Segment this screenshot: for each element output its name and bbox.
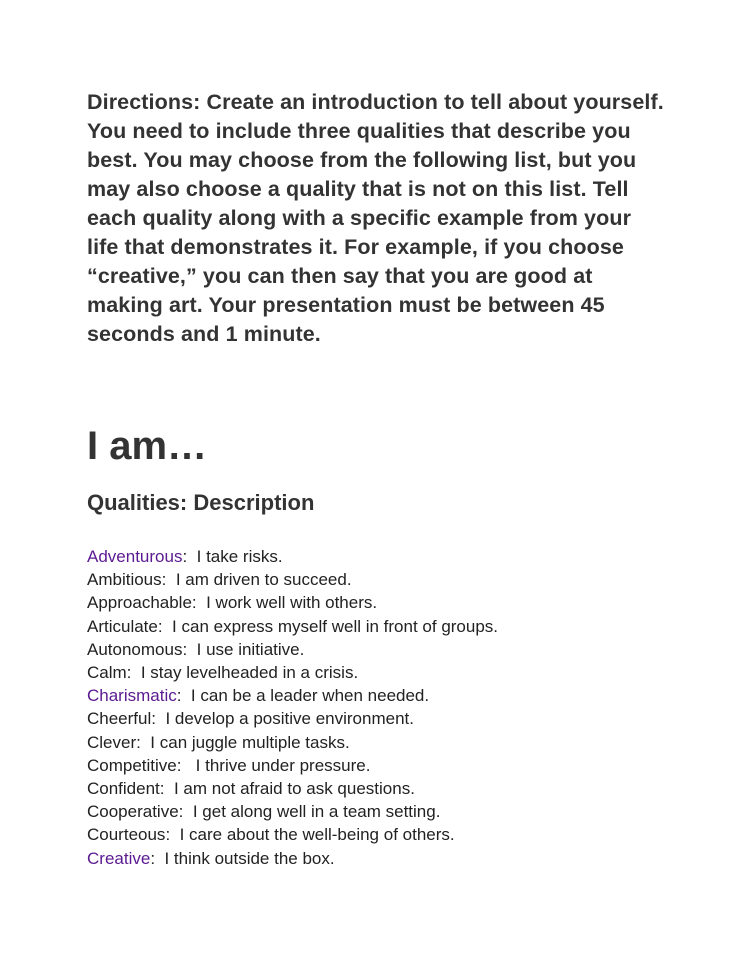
quality-description: I stay levelheaded in a crisis. [140, 663, 359, 683]
quality-separator: : [159, 779, 174, 799]
quality-description: I use initiative. [196, 639, 305, 659]
quality-separator: : [150, 848, 165, 868]
quality-description: I can juggle multiple tasks. [150, 732, 350, 752]
quality-separator: : [151, 709, 166, 729]
quality-item [87, 615, 687, 638]
quality-description: I can express myself well in front of groups. [172, 616, 499, 636]
quality-separator: : [165, 825, 180, 845]
quality-term: Ambitious [87, 570, 162, 590]
quality-separator: : [176, 755, 191, 775]
quality-separator: : [161, 570, 176, 590]
quality-description: I thrive under pressure. [190, 755, 371, 775]
qualities-subheading: Qualities: Description [87, 490, 315, 515]
quality-item [87, 638, 687, 661]
quality-term: Calm [87, 663, 127, 683]
quality-separator: : [176, 686, 191, 706]
quality-item [87, 545, 687, 568]
quality-description: I can be a leader when needed. [190, 686, 430, 706]
quality-item [87, 847, 687, 870]
quality-item [87, 684, 687, 707]
quality-description: I develop a positive environment. [165, 709, 414, 729]
quality-description: I am driven to succeed. [175, 570, 352, 590]
quality-item [87, 823, 687, 846]
quality-description: I think outside the box. [164, 848, 335, 868]
quality-term: Articulate [87, 616, 158, 636]
quality-separator: : [178, 802, 193, 822]
quality-item [87, 800, 687, 823]
quality-term: Competitive [87, 755, 177, 775]
quality-item [87, 777, 687, 800]
quality-item [87, 731, 687, 754]
quality-description: I am not afraid to ask questions. [173, 779, 415, 799]
quality-description: I work well with others. [206, 593, 378, 613]
quality-separator: : [182, 547, 197, 566]
quality-description: I get along well in a team setting. [192, 802, 441, 822]
quality-separator: : [157, 616, 173, 636]
quality-term: Cheerful [87, 709, 152, 729]
quality-separator: : [126, 663, 141, 683]
qualities-list [87, 545, 687, 870]
quality-separator: : [136, 732, 151, 752]
quality-term: Clever [87, 732, 137, 752]
quality-separator: : [191, 593, 207, 613]
quality-item [87, 568, 687, 591]
quality-term: Cooperative [87, 802, 179, 822]
quality-description: I take risks. [196, 547, 283, 566]
quality-description: I care about the well-being of others. [179, 825, 455, 845]
quality-term-link[interactable]: Adventurous [87, 547, 183, 566]
quality-separator: : [182, 639, 197, 659]
quality-term: Courteous [87, 825, 166, 845]
quality-term-link[interactable]: Charismatic [87, 686, 177, 706]
quality-term: Autonomous [87, 639, 183, 659]
quality-item [87, 661, 687, 684]
quality-item [87, 707, 687, 730]
quality-term: Approachable [87, 593, 192, 613]
quality-term-link[interactable]: Creative [87, 848, 151, 868]
quality-item [87, 754, 687, 777]
page-title: I am… [87, 424, 208, 468]
quality-term: Confident [87, 779, 160, 799]
directions-paragraph: Directions: Create an introduction to tell about yourself. You need to include three qualities that describe you best. You may choose from the following list, but you may also choose a quality that is not on this list. Tell each quality along with a specific example from your life that demonstrates it. For example, if you choose “creative,” you can then say that you are good at making art. Your presentation must be between 45 seconds and 1 minute. [87, 90, 664, 346]
quality-item [87, 591, 687, 614]
